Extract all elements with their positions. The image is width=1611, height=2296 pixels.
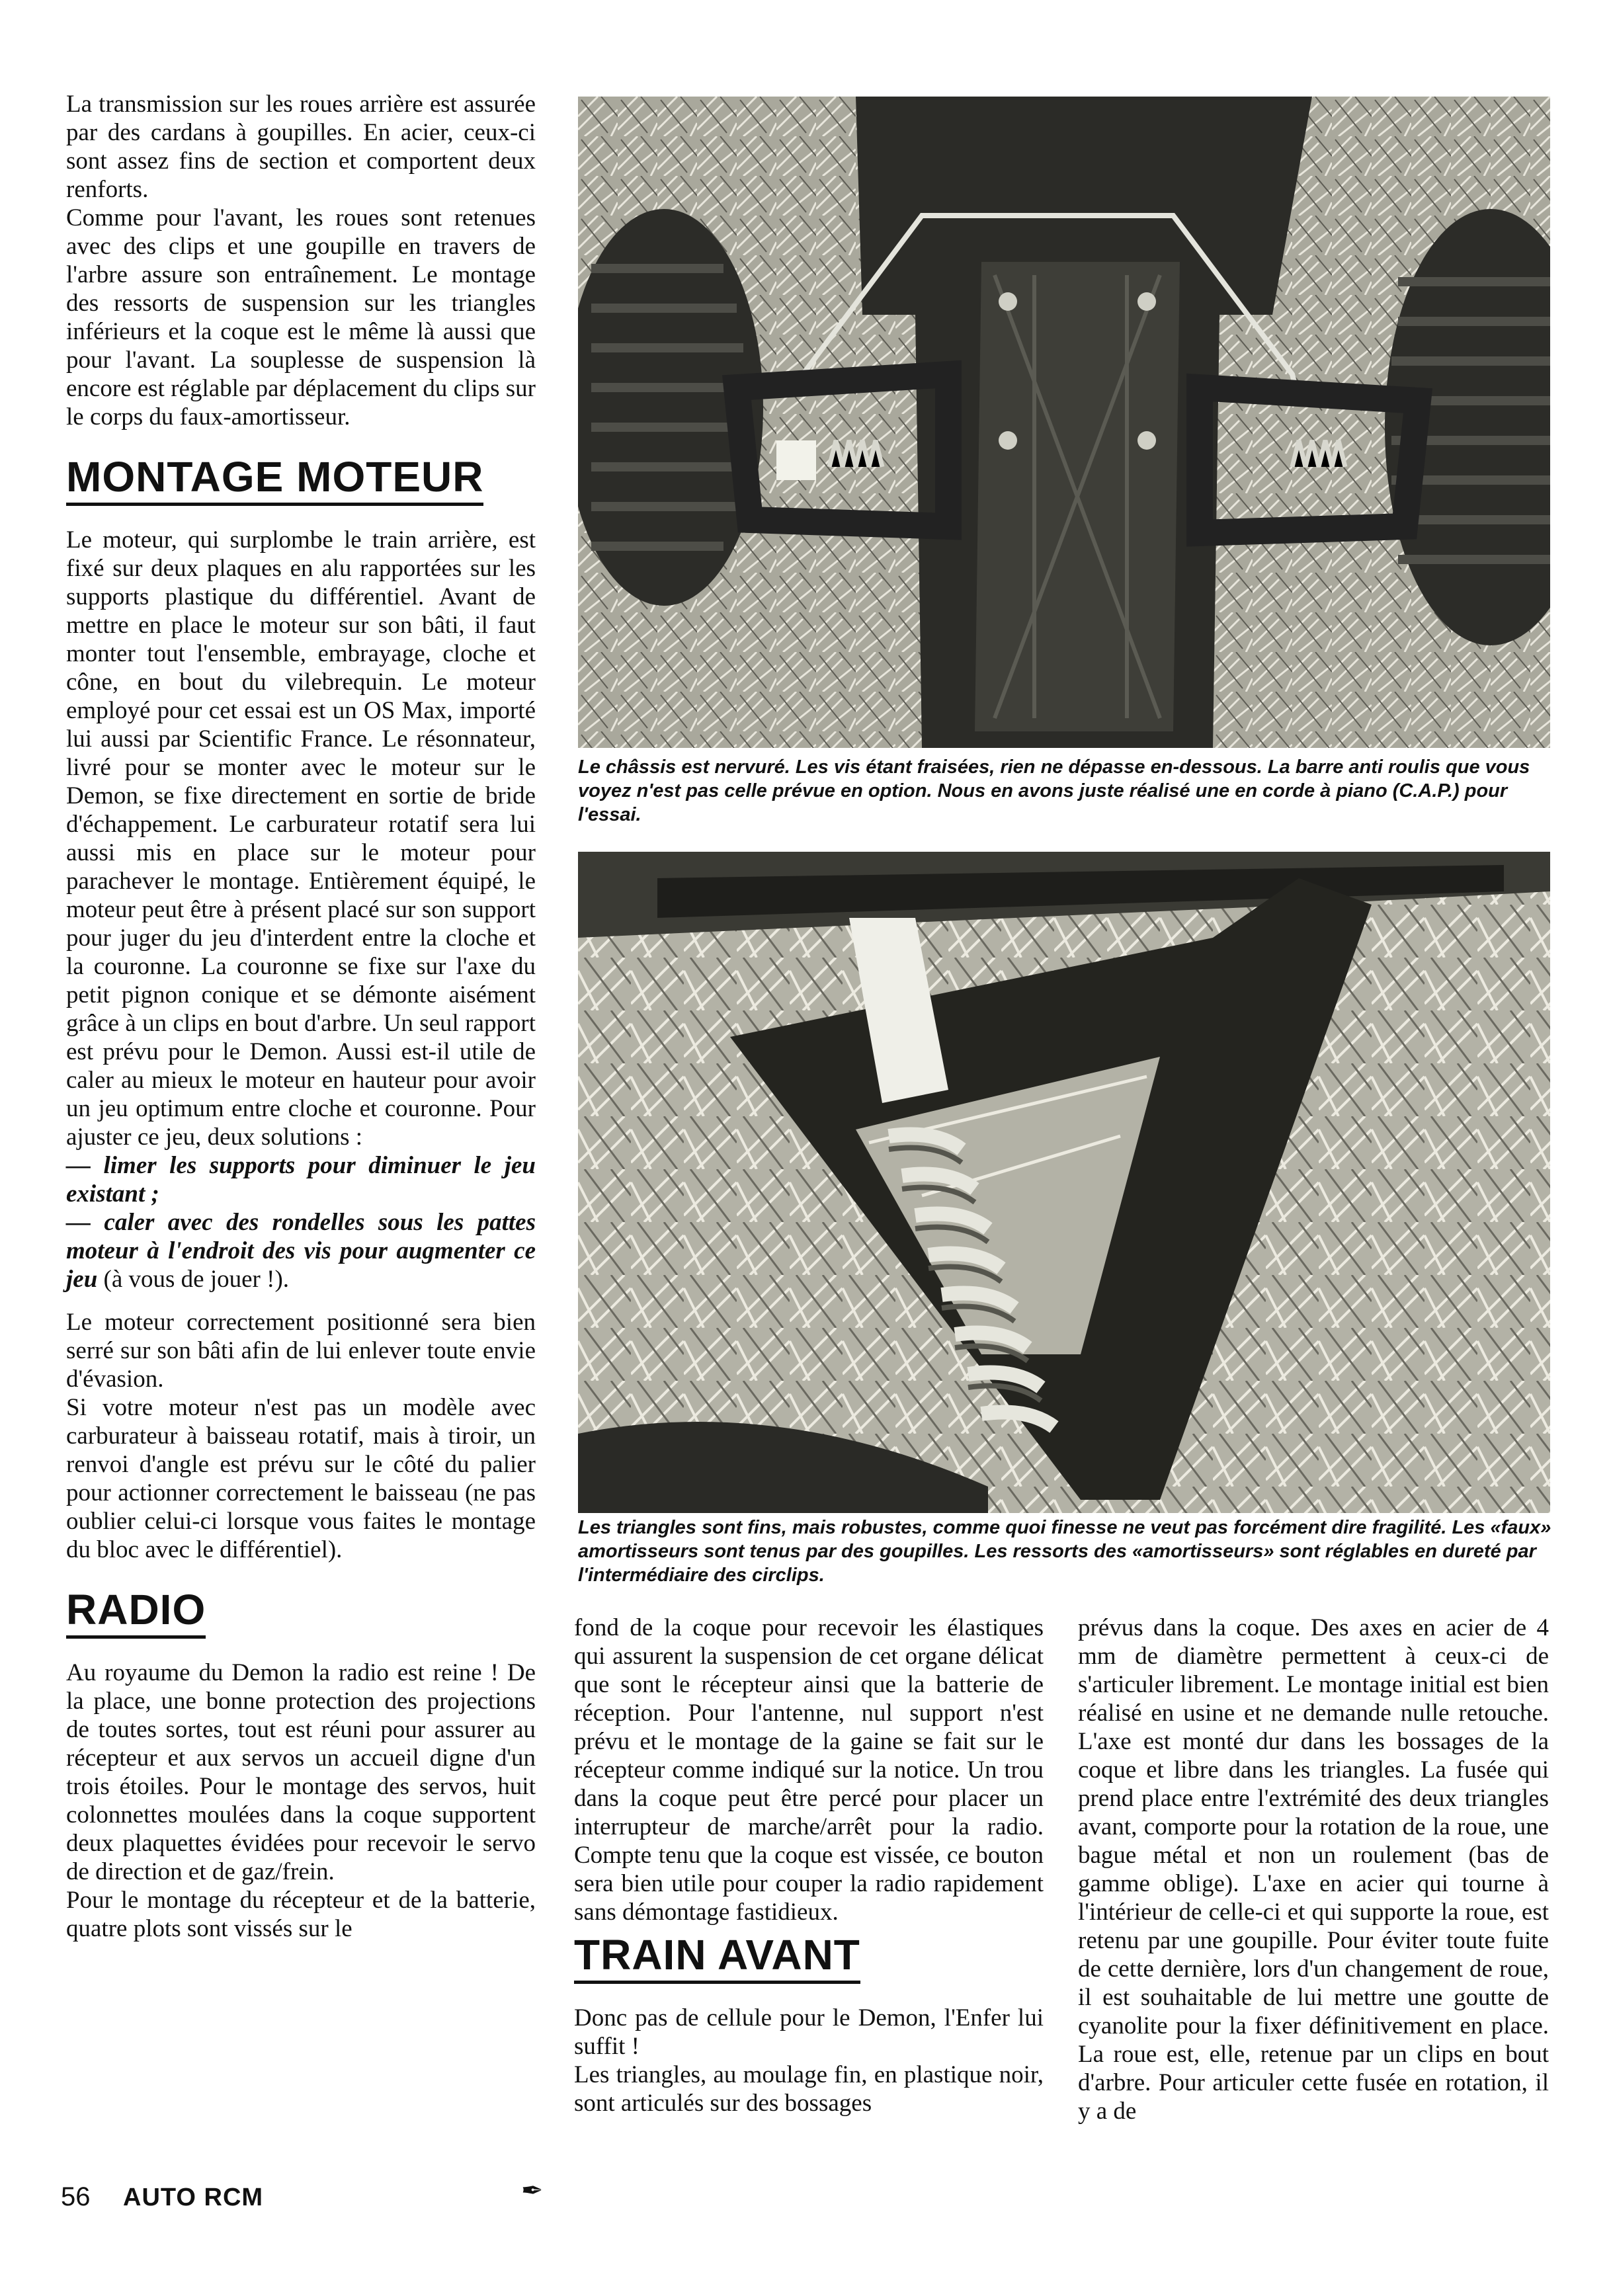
paragraph: Si votre moteur n'est pas un modèle avec carburateur à baisseau rotatif, mais à tiroir, un renvoi d'angle est prévu sur le côté du palier pour actionner correctement le baisseau (ne pas oublier celui-ci lorsque vous faites le montage du bloc avec le différentiel). — [66, 1394, 536, 1563]
paragraph: fond de la coque pour recevoir les élastiques qui assurent la suspension de cet organe délicat que sont le récepteur ainsi que la batterie de réception. Pour l'antenne, nul support n'est prévu et le montage de la gaine se fait sur le récepteur comme indiqué sur la notice. Un trou dans la coque peut être percé pour placer un interrupteur de marche/arrêt pour la radio. Compte tenu que la coque est vissée, ce bouton sera bien utile pour couper la radio rapidement sans démontage fastidieux. — [574, 1614, 1044, 1926]
photo-caption-top: Le châssis est nervuré. Les vis étant fraisées, rien ne dépasse en-dessous. La barre anti roulis que vous voyez n'est pas celle prévue en option. Nous en avons juste réalisé une en corde à piano (C.A.P.) pour l'essai. — [578, 757, 1530, 825]
paragraph: Les triangles, au moulage fin, en plastique noir, sont articulés sur des bossages — [574, 2061, 1044, 2117]
section-heading-radio: RADIO — [66, 1586, 206, 1639]
end-mark-icon: ✒ — [521, 2176, 544, 2206]
section-heading-montage-moteur: MONTAGE MOTEUR — [66, 454, 483, 506]
chassis-underside-photo — [578, 97, 1550, 748]
bullet-tail: (à vous de jouer !). — [97, 1266, 290, 1293]
bullet-item — [66, 1208, 536, 1293]
paragraph: Le moteur, qui surplombe le train arrière, est fixé sur deux plaques en alu rapportées sur les supports plastique du différentiel. Avant de mettre en place le moteur sur son bâti, il faut monter tout l'ensemble, embrayage, cloche et cône, en bout du vilebrequin. Le moteur employé pour cet essai est un OS Max, importé lui aussi par Scientific France. Le résonnateur, livré pour se monter avec le moteur sur le Demon, se fixe directement en sortie de bride d'échappement. Le carburateur rotatif sera lui aussi mis en place sur le moteur pour parachever le montage. Entièrement équipé, le moteur peut être à présent placé sur son support pour juger du jeu d'interdent entre la cloche et la couronne. La couronne se fixe sur l'axe du petit pignon conique et se démonte aisément grâce à un clips en bout d'arbre. Un seul rapport est prévu pour le Demon. Aussi est-il utile de caler au mieux le moteur en hauteur pour avoir un jeu optimum entre cloche et couronne. Pour ajuster ce jeu, deux solutions : — [66, 526, 536, 1151]
paragraph: Comme pour l'avant, les roues sont retenues avec des clips et une goupille en travers de l'arbre assure son entraînement. Le montage des ressorts de suspension sur les triangles inférieurs et la coque est le même là aussi que pour l'avant. La souplesse de suspension là encore est réglable par déplacement du clips sur le corps du faux-amortisseur. — [66, 204, 536, 430]
bullet-text: — caler avec des rondelles sous les pattes moteur à l'endroit des vis pour augmenter ce jeu — [66, 1209, 536, 1293]
paragraph: Le moteur correctement positionné sera bien serré sur son bâti afin de lui enlever toute envie d'évasion. — [66, 1309, 536, 1393]
paragraph: La transmission sur les roues arrière est assurée par des cardans à goupilles. En acier, ceux-ci sont assez fins de section et comportent deux renforts. — [66, 91, 536, 203]
section-heading-train-avant: TRAIN AVANT — [574, 1932, 860, 1984]
magazine-brand: AUTO RCM — [123, 2184, 264, 2211]
paragraph: Pour le montage du récepteur et de la batterie, quatre plots sont vissés sur le — [66, 1887, 536, 1942]
right-column — [1078, 1614, 1549, 2125]
front-suspension-closeup-photo — [578, 852, 1550, 1513]
photo-caption-bottom: Les triangles sont fins, mais robustes, comme quoi finesse ne veut pas forcément dire fragilité. Les «faux» amortisseurs sont tenus par des goupilles. Les ressorts des «amortisseurs» sont réglables en dureté par l'intermédiaire des circlips. — [578, 1517, 1551, 1586]
middle-column — [574, 1614, 1044, 2117]
page-number: 56 — [61, 2182, 91, 2211]
paragraph: Au royaume du Demon la radio est reine ! De la place, une bonne protection des projections de toutes sortes, tout est réuni pour assurer au récepteur et aux servos un accueil digne d'un trois étoiles. Pour le montage des servos, huit colonnettes moulées dans la coque supportent deux plaquettes évidées pour recevoir le servo de direction et de gaz/frein. — [66, 1659, 536, 1885]
paragraph: prévus dans la coque. Des axes en acier de 4 mm de diamètre permettent à ceux-ci de s'articuler librement. Le montage initial est bien réalisé en usine et ne demande nulle retouche. L'axe est monté dur dans les bossages de la coque et libre dans les triangles. La fusée qui prend place entre l'extrémité des deux triangles avant, comporte pour la rotation de la roue, une bague métal et non un roulement (bas de gamme oblige). L'axe en acier qui tourne à l'intérieur de celle-ci et qui supporte la roue, est retenu par une goupille. Pour éviter toute fuite de cette dernière, lors d'un changement de roue, il est souhaitable de lui mettre une goutte de cyanolite pour la fixer définitivement en place. La roue est, elle, retenue par un clips en bout d'arbre. Pour articuler cette fusée en rotation, il y a de — [1078, 1614, 1549, 2125]
bullet-text: — limer les supports pour diminuer le jeu existant ; — [66, 1152, 536, 1208]
paragraph: Donc pas de cellule pour le Demon, l'Enfer lui suffit ! — [574, 2004, 1044, 2060]
bullet-item — [66, 1151, 536, 1208]
left-column — [66, 90, 536, 1943]
